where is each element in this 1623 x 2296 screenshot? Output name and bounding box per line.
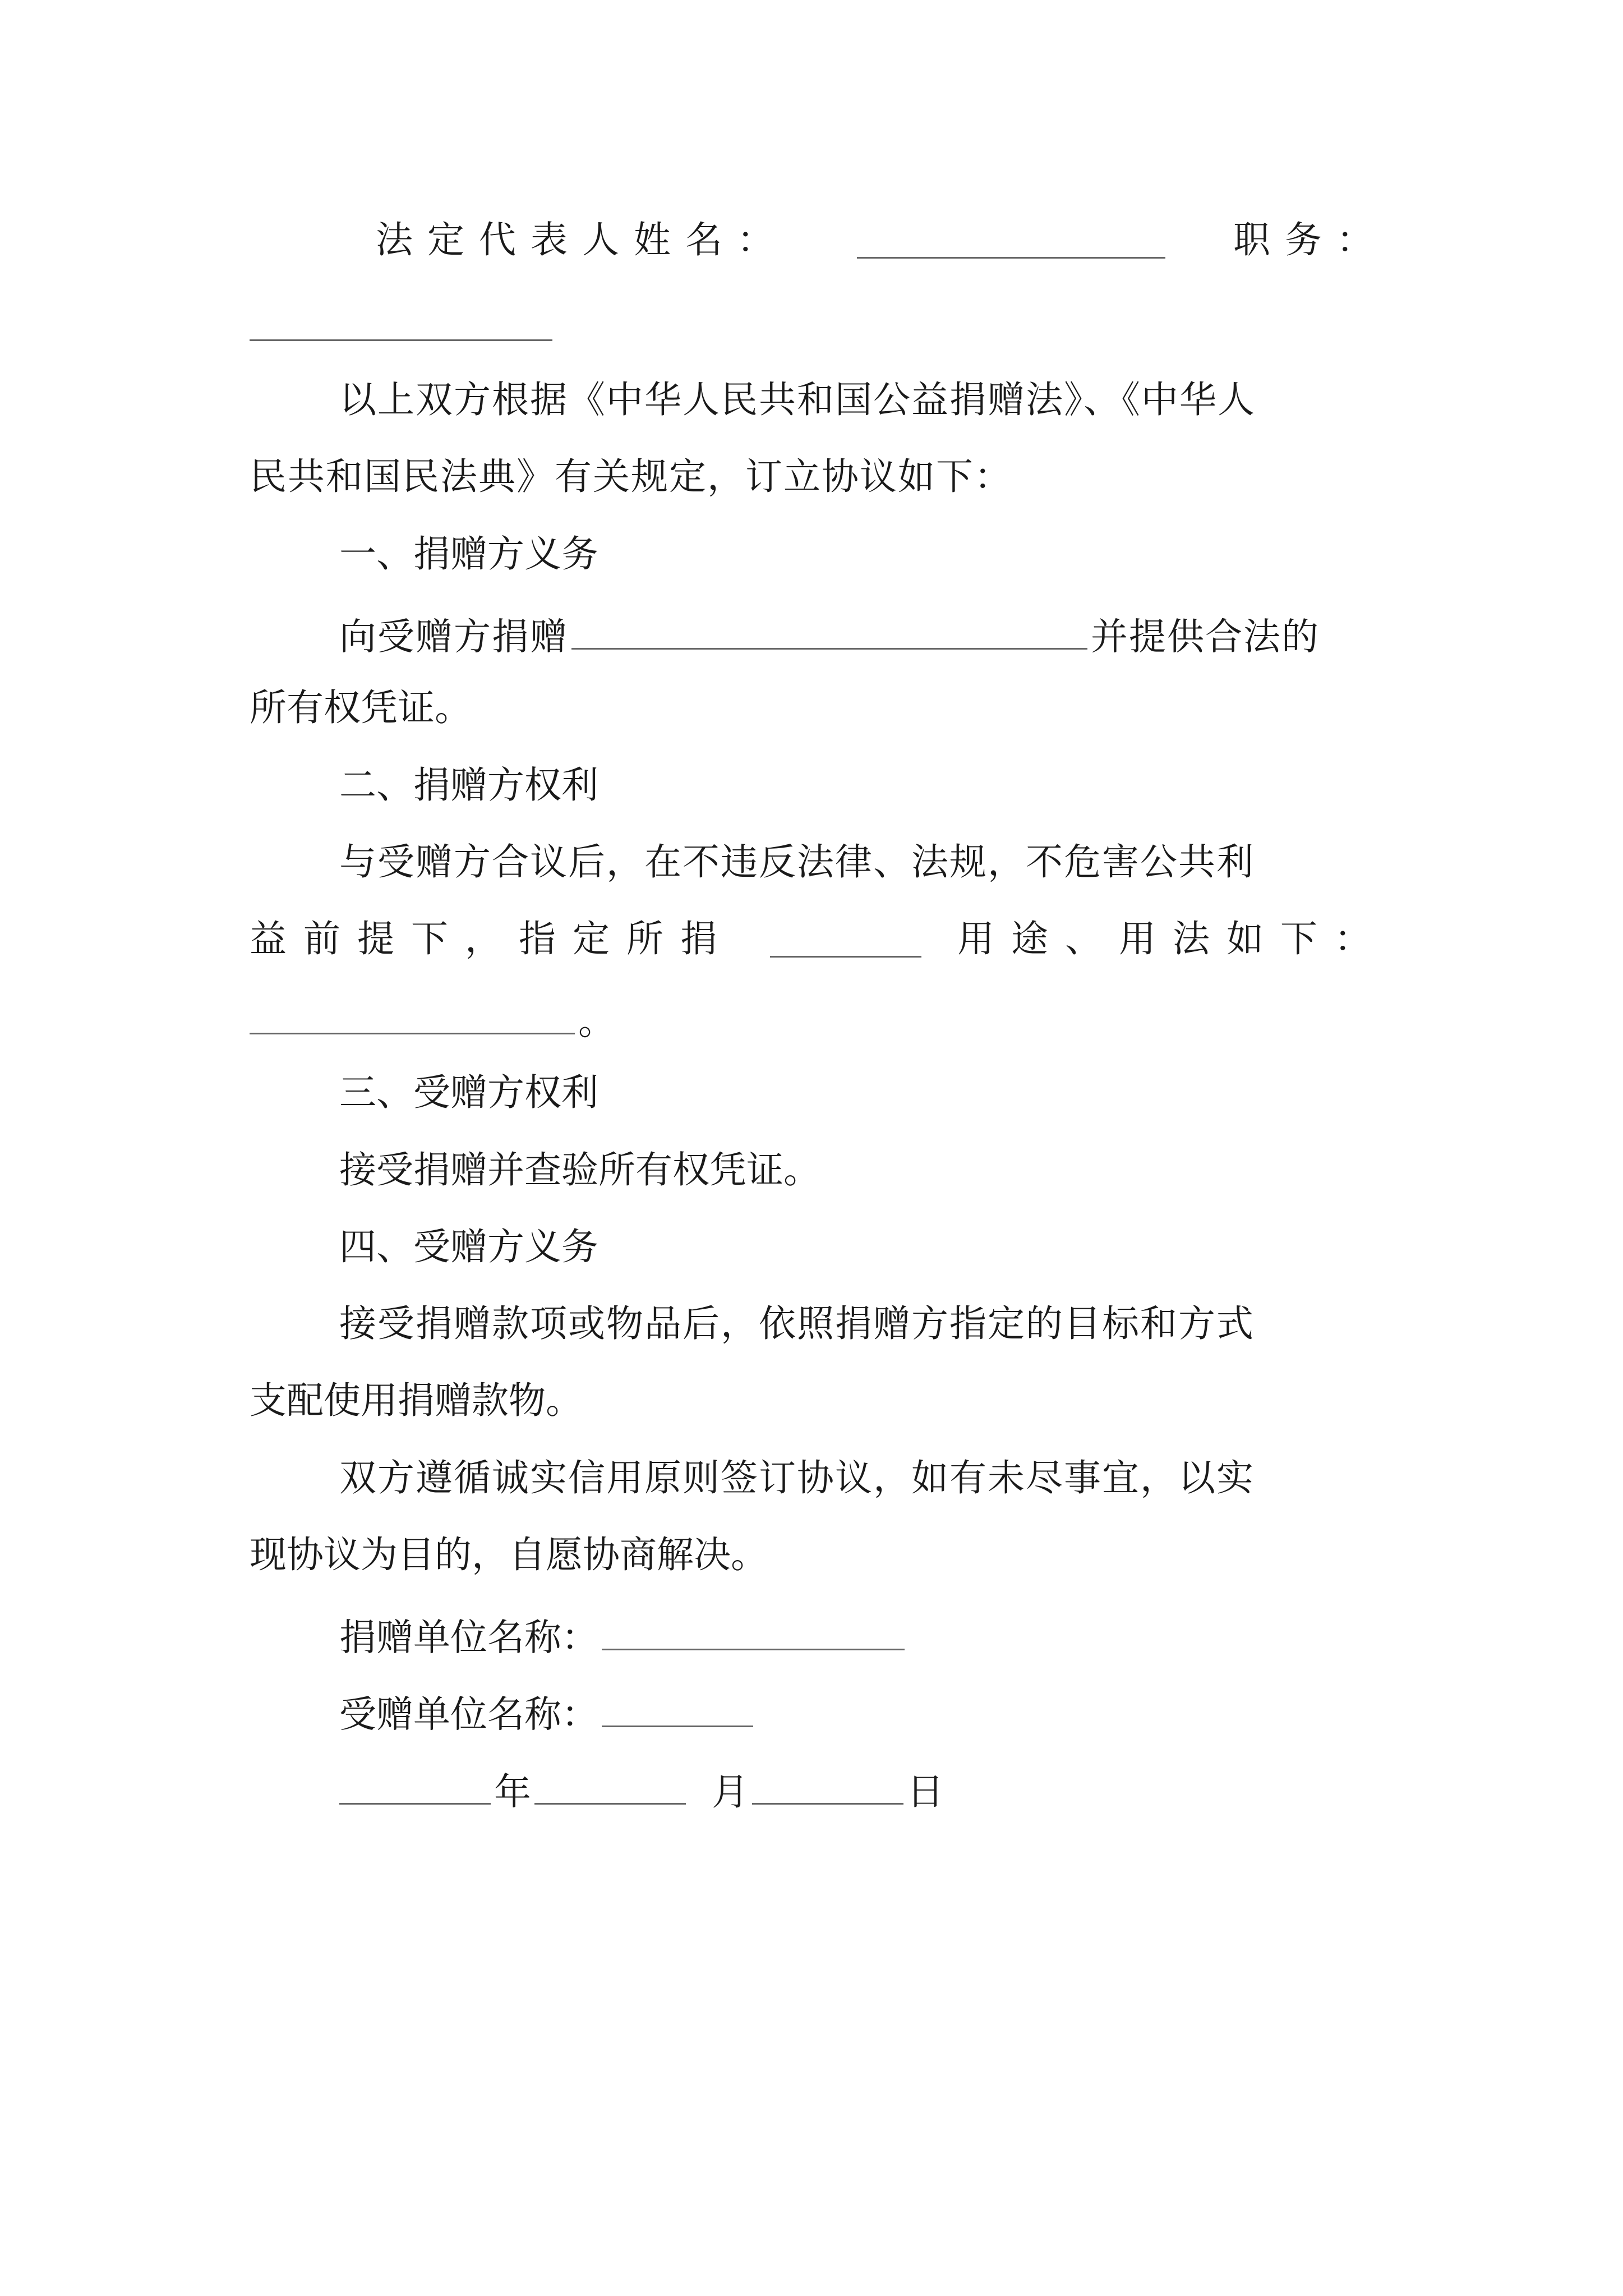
recipient-unit-line [250,1690,1478,1736]
day-label: 日 [907,1770,944,1814]
rep-line [250,218,1388,261]
donor-unit-label: 捐赠单位名称： [339,1616,598,1659]
section-2-pre: 益前提下，指定所捐 [250,917,734,960]
date-line [250,1768,1478,1814]
section-4-title: 四、受赠方义务 [339,1225,598,1268]
donation-item-blank[interactable] [571,613,1087,650]
donor-unit-blank[interactable] [602,1613,905,1650]
intro-line-2: 民共和国民法典》有关规定，订立协议如下： [250,455,1012,498]
section-3-line-1: 接受捐赠并查验所有权凭证。 [339,1148,820,1191]
day-blank[interactable] [752,1768,903,1805]
section-1-line-1 [250,613,1478,659]
section-1-title: 一、捐赠方义务 [339,532,598,576]
section-4-line-1: 接受捐赠款项或物品后，依照捐赠方指定的目标和方式 [339,1302,1255,1345]
designated-item-blank[interactable] [770,921,921,958]
position-label: 职务： [1233,218,1388,261]
month-label: 月 [712,1770,749,1814]
month-blank[interactable] [534,1768,686,1805]
closing-line-1: 双方遵循诚实信用原则签订协议，如有未尽事宜，以实 [339,1456,1255,1499]
section-4-line-2: 支配使用捐赠款物。 [250,1379,583,1422]
agreement-page [250,0,1388,2296]
year-blank[interactable] [339,1768,491,1805]
recipient-unit-blank[interactable] [602,1690,753,1727]
recipient-unit-label: 受赠单位名称： [339,1692,598,1736]
section-1-pre: 向受赠方捐赠 [339,615,568,659]
section-3-title: 三、受赠方权利 [339,1071,598,1114]
intro-line-1: 以上双方根据《中华人民共和国公益捐赠法》、《中华人 [339,378,1256,421]
rep-name-label: 法定代表人姓名： [376,218,789,261]
section-2-post: 用途、用法如下： [957,917,1388,960]
section-2-line-1: 与受赠方合议后，在不违反法律、法规，不危害公共利 [339,840,1255,884]
year-label: 年 [494,1770,531,1814]
usage-blank[interactable] [250,997,575,1034]
section-1-line-2: 所有权凭证。 [250,686,472,729]
section-2-line-2 [250,917,1388,960]
section-2-end: 。 [578,1000,615,1043]
donor-unit-line [250,1613,1478,1657]
section-1-post: 并提供合法的 [1091,615,1320,659]
section-2-line-3 [250,997,1388,1041]
section-2-title: 二、捐赠方权利 [339,763,598,807]
position-blank[interactable] [250,339,552,341]
closing-line-2: 现协议为目的，自愿协商解决。 [250,1533,768,1576]
rep-name-blank[interactable] [857,222,1165,259]
